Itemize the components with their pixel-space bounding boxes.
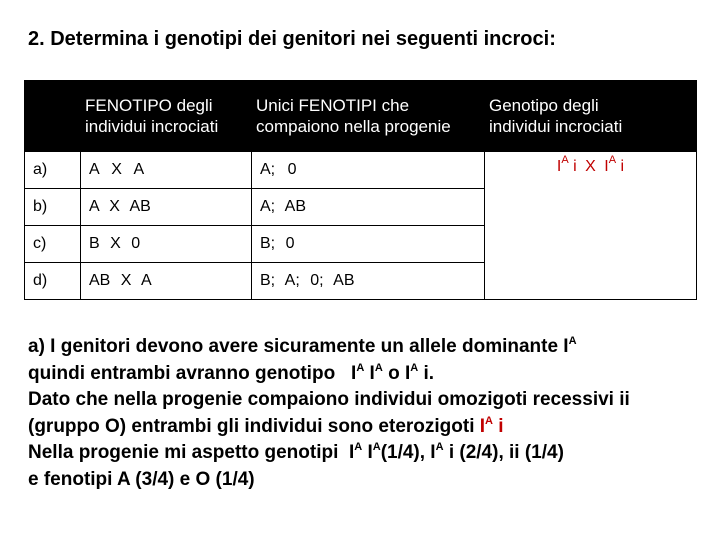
header-blank <box>25 81 81 152</box>
allele-sup: A <box>485 414 493 427</box>
header-phenotype-line2: individui incrociati <box>85 117 219 136</box>
explanation-text: a) I genitori devono avere sicuramente un allele dominante I <box>28 336 569 357</box>
genotype-allele: I <box>351 362 357 384</box>
explanation-text: (1/4), I <box>380 442 436 463</box>
header-phenotype-parents <box>81 81 252 152</box>
explanation-text: quindi entrambi avranno genotipo <box>28 362 336 384</box>
genotype-allele: I <box>369 362 375 384</box>
explanation-text: i (2/4), ii (1/4) <box>448 442 564 463</box>
answer-recessive-1: i <box>573 158 577 175</box>
explanation-line-1 <box>28 334 708 361</box>
answer-allele-2-sup: A <box>608 154 617 166</box>
header-genotype-parents <box>485 81 697 152</box>
header-genotype-line1: Genotipo degli <box>489 96 599 115</box>
explanation-line-5 <box>28 440 708 467</box>
explanation-text: o <box>388 362 400 384</box>
allele-sup: A <box>372 441 381 453</box>
progeny-cell: A; 0 <box>252 152 485 189</box>
header-progeny-line2: compaiono nella progenie <box>256 117 451 136</box>
genotype-allele: I <box>367 442 373 463</box>
explanation-line-4 <box>28 414 708 441</box>
recessive-allele: i <box>498 415 504 437</box>
header-phenotype-line1: FENOTIPO degli <box>85 96 213 115</box>
exercise-title: 2. Determina i genotipi dei genitori nei seguenti incroci: <box>28 28 556 50</box>
answer-separator: X <box>585 158 596 175</box>
genotype-allele: I <box>348 442 355 463</box>
header-genotype-line2: individui incrociati <box>489 117 623 136</box>
cross-cell: A X A <box>81 152 252 189</box>
row-label: b) <box>25 189 81 226</box>
progeny-cell: B; 0 <box>252 226 485 263</box>
header-progeny-phenotypes <box>252 81 485 152</box>
allele-sup: A <box>568 335 577 347</box>
progeny-cell: B; A; 0; AB <box>252 263 485 300</box>
header-progeny-line1: Unici FENOTIPI che <box>256 96 410 115</box>
genotype-allele: I <box>479 415 486 437</box>
table-row <box>25 152 697 189</box>
answer-allele-2: I <box>604 158 609 175</box>
genotype-answer-cell <box>485 152 697 300</box>
explanation-line-3: Dato che nella progenie compaiono individui omozigoti recessivi ii <box>28 389 630 410</box>
answer-allele-1-sup: A <box>561 154 569 166</box>
cross-cell: B X 0 <box>81 226 252 263</box>
row-label: a) <box>25 152 81 189</box>
allele-sup: A <box>354 441 363 453</box>
allele-sup: A <box>410 361 419 374</box>
allele-sup: A <box>374 361 383 374</box>
answer-recessive-2: i <box>620 158 625 175</box>
explanation <box>28 334 708 493</box>
header-row <box>25 81 697 152</box>
row-label: d) <box>25 263 81 300</box>
genotype-allele: I <box>404 362 411 384</box>
explanation-text: (gruppo O) entrambi gli individui sono eterozigoti <box>28 415 475 437</box>
cross-cell: A X AB <box>81 189 252 226</box>
cross-cell: AB X A <box>81 263 252 300</box>
allele-sup: A <box>356 361 365 374</box>
cross-table <box>24 80 697 300</box>
explanation-text: i. <box>423 362 435 384</box>
explanation-line-2 <box>28 361 708 388</box>
explanation-line-6: e fenotipi A (3/4) e O (1/4) <box>28 468 255 490</box>
answer-allele-1: I <box>556 158 562 175</box>
heterozygote-genotype <box>480 416 504 437</box>
explanation-text: Nella progenie mi aspetto genotipi <box>28 442 339 463</box>
row-label: c) <box>25 226 81 263</box>
allele-sup: A <box>435 441 444 453</box>
progeny-cell: A; AB <box>252 189 485 226</box>
